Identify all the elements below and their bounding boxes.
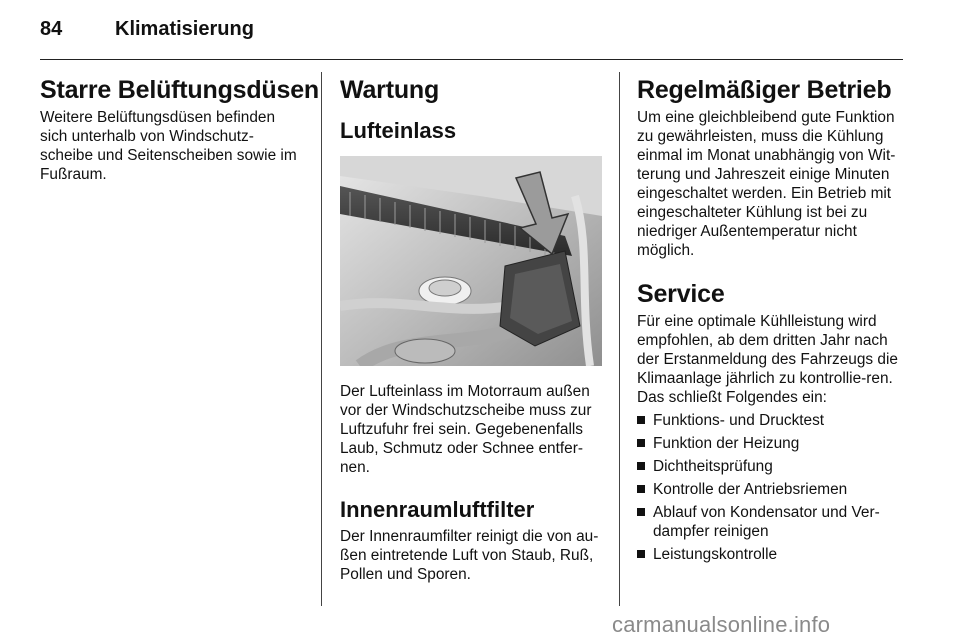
bullet-icon: [637, 508, 645, 516]
column-1: [40, 74, 319, 184]
paragraph-service: Für eine optimale Kühlleistung wird empfohlen, ab dem dritten Jahr nach der Erstanmeldung des Fahrzeugs die Klimaanlage jährlich zu kontrollie-ren. Das schließt Folgendes ein:: [637, 313, 898, 406]
section-heading-regelmaessiger-betrieb: Regelmäßiger Betrieb: [637, 76, 892, 104]
list-item: [637, 503, 902, 541]
list-item-text: Funktions- und Drucktest: [653, 412, 825, 429]
bullet-icon: [637, 416, 645, 424]
section-heading-wartung: Wartung: [340, 76, 440, 104]
paragraph-lufteinlass: Der Lufteinlass im Motorraum außen vor der Windschutzscheibe muss zur Luftzufuhr frei sein. Gegebenenfalls Laub, Schmutz oder Schnee entfer-nen.: [340, 383, 592, 476]
column-2: [340, 74, 602, 584]
chapter-title: Klimatisierung: [115, 18, 254, 40]
subheading-lufteinlass: Lufteinlass: [340, 118, 457, 143]
bullet-icon: [637, 439, 645, 447]
column-3: [637, 74, 902, 568]
list-item-text: Ablauf von Kondensator und Ver-dampfer reinigen: [653, 504, 880, 540]
list-item: [637, 457, 902, 476]
subheading-innenraumluftfilter: Innenraumluftfilter: [340, 497, 535, 522]
list-item-text: Kontrolle der Antriebsriemen: [653, 481, 848, 498]
header-rule: [40, 59, 903, 60]
bullet-icon: [637, 550, 645, 558]
paragraph-regelmaessiger-betrieb: Um eine gleichbleibend gute Funktion zu gewährleisten, muss die Kühlung einmal im Monat unabhängig von Wit-terung und Jahreszeit einige Minuten eingeschaltet werden. Ein Betrieb mit eingeschalteter Kühlung ist bei zu niedriger Außentemperatur nicht möglich.: [637, 109, 896, 259]
bullet-icon: [637, 485, 645, 493]
list-item: [637, 480, 902, 499]
list-item: [637, 411, 902, 430]
page-number: 84: [40, 18, 63, 40]
service-checklist: [637, 411, 902, 564]
section-heading-service: Service: [637, 280, 725, 308]
column-divider-right: [619, 72, 620, 606]
watermark-text: carmanualsonline.info: [612, 612, 831, 637]
section-heading-starre-belueftungsduesen: Starre Belüftungsdüsen: [40, 76, 319, 104]
list-item: [637, 545, 902, 564]
bullet-icon: [637, 462, 645, 470]
paragraph-innenraumluftfilter: Der Innenraumfilter reinigt die von au-ßen eintretende Luft von Staub, Ruß, Pollen und Sporen.: [340, 528, 599, 583]
column-divider-left: [321, 72, 322, 606]
list-item-text: Dichtheitsprüfung: [653, 458, 773, 475]
air-intake-photo: [340, 156, 602, 366]
list-item-text: Leistungskontrolle: [653, 546, 778, 563]
paragraph-belueftungsduesen: Weitere Belüftungsdüsen befinden sich unterhalb von Windschutz-scheibe und Seitenscheiben sowie im Fußraum.: [40, 109, 297, 183]
list-item-text: Funktion der Heizung: [653, 435, 800, 452]
list-item: [637, 434, 902, 453]
